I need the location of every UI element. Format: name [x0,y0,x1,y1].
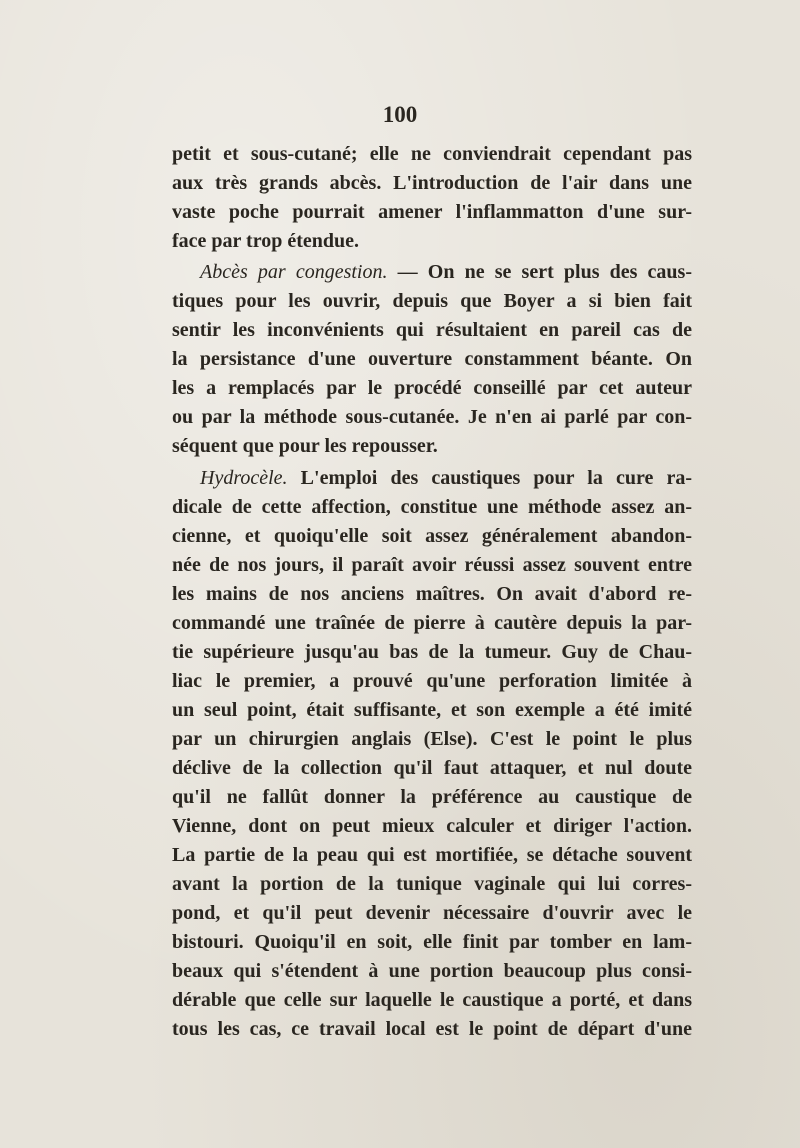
text-line: la persistance d'une ouverture constamment béante. On [172,348,692,371]
text-line: vaste poche pourrait amener l'inflammatton d'une sur- [172,201,692,224]
text-line [172,258,692,287]
text-line: qu'il ne fallût donner la préférence au caustique de [172,786,692,809]
paragraph [172,464,692,1045]
text-line [172,464,692,493]
text-line: née de nos jours, il paraît avoir réussi assez souvent entre [172,553,692,576]
text-line: sentir les inconvénients qui résultaient en pareil cas de [172,319,692,342]
text-line: les a remplacés par le procédé conseillé par cet auteur [172,377,692,400]
text-line: déclive de la collection qu'il faut attaquer, et nul doute [172,756,692,779]
text-line: les mains de nos anciens maîtres. On avait d'abord re- [172,582,692,605]
text-line: face par trop étendue. [172,230,360,253]
text-line: La partie de la peau qui est mortifiée, se détache souvent [172,844,692,867]
text-line: ou par la méthode sous-cutanée. Je n'en ai parlé par con- [172,406,692,429]
text-line: tiques pour les ouvrir, depuis que Boyer a si bien fait [172,290,692,313]
text-line: cienne, et quoiqu'elle soit assez généralement abandon- [172,524,692,547]
page-number: 100 [382,102,418,127]
section-heading: Abcès par congestion. [200,261,388,284]
text-line: bistouri. Quoiqu'il en soit, elle finit par tomber en lam- [172,931,692,954]
text-line: Vienne, dont on peut mieux calculer et diriger l'action. [172,815,692,838]
text-line: dicale de cette affection, constitue une méthode assez an- [172,495,692,518]
text-line: pond, et qu'il peut devenir nécessaire d'ouvrir avec le [172,902,692,925]
text-line: avant la portion de la tunique vaginale qui lui corres- [172,873,692,896]
text-line: liac le premier, a prouvé qu'une perforation limitée à [172,669,692,692]
paragraph [172,140,692,256]
body-text [172,140,692,1044]
text-line: petit et sous-cutané; elle ne conviendrait cependant pas [172,143,692,165]
text-line: séquent que pour les repousser. [172,435,438,458]
text-line: beaux qui s'étendent à une portion beaucoup plus consi- [172,960,692,983]
text-line: commandé une traînée de pierre à cautère depuis la par- [172,611,692,634]
text-line: aux très grands abcès. L'introduction de l'air dans une [172,172,692,195]
text-line: dérable que celle sur laquelle le caustique a porté, et dans [172,989,692,1012]
text-line: par un chirurgien anglais (Else). C'est le point le plus [172,727,692,750]
text-line: un seul point, était suffisante, et son exemple a été imité [172,698,692,721]
text-line: tous les cas, ce travail local est le point de départ d'une [172,1018,692,1041]
section-heading: Hydrocèle. [200,466,288,489]
text-run: L'emploi des caustiques pour la cure ra- [287,466,692,489]
paragraph [172,258,692,461]
text-run: — On ne se sert plus des caus- [387,261,692,284]
text-line: tie supérieure jusqu'au bas de la tumeur. Guy de Chau- [172,640,692,663]
